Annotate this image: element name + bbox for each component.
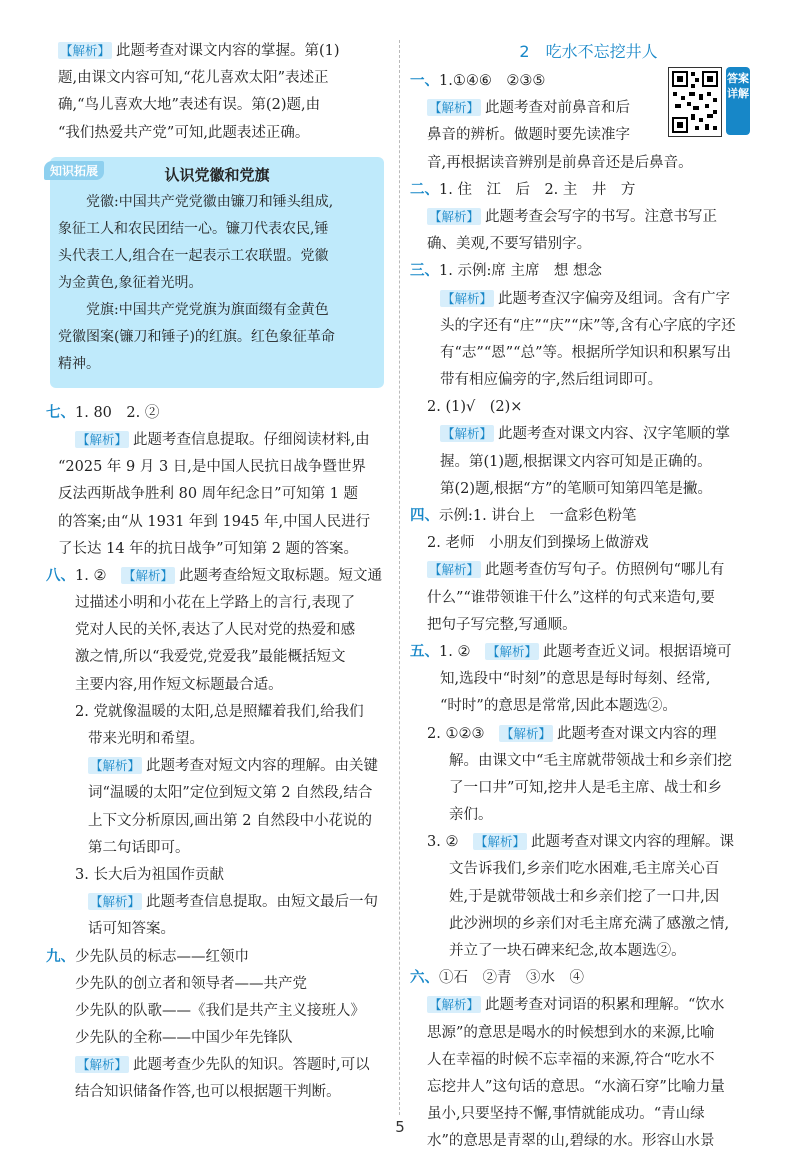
text-line: 头的字还有“庄”“庆”“床”等,含有心字底的字还 xyxy=(440,317,736,334)
text-line: 2. (1)√ (2)× xyxy=(427,399,523,416)
text-line: 【解析】 此题考查对词语的积累和理解。“饮水 xyxy=(429,997,725,1014)
knowledge-expansion-label: 知识拓展 xyxy=(44,161,104,180)
analysis-tag: 【解析】 xyxy=(122,567,173,583)
text-line: 2. 老师 小朋友们到操场上做游戏 xyxy=(427,535,649,552)
text-line: 【解析】 此题考查仿写句子。仿照例句“哪儿有 xyxy=(429,562,725,579)
text-line: 题,由课文内容可知,“花儿喜欢太阳”表述正 xyxy=(58,70,329,87)
box-line: 头代表工人,组合在一起表示工农联盟。党徽 xyxy=(58,247,329,264)
text-line: 人在幸福的时候不忘幸福的来源,符合“吃水不 xyxy=(427,1051,715,1068)
question-8: 八、1. ② 【解析】 此题考查给短文取标题。短文通 xyxy=(46,567,382,584)
text-line: 结合知识储备作答,也可以根据题干判断。 xyxy=(75,1084,341,1101)
box-line: 党徽图案(镰刀和锤子)的红旗。红色象征革命 xyxy=(58,328,335,345)
text-line: 激之情,所以“我爱党,党爱我”最能概括短文 xyxy=(75,649,346,666)
text-line: 反法西斯战争胜利 80 周年纪念日”可知第 1 题 xyxy=(58,486,359,503)
text-line: 思源”的意思是喝水的时候想到水的来源,比喻 xyxy=(427,1024,715,1041)
analysis-tag: 【解析】 xyxy=(90,894,141,910)
box-title: 认识党徽和党旗 xyxy=(164,165,270,184)
analysis-tag: 【解析】 xyxy=(500,725,551,741)
text-line: 少先队的队歌——《我们是共产主义接班人》 xyxy=(75,1002,365,1019)
question-6: 六、①石 ②青 ③水 ④ xyxy=(410,970,584,987)
text-line: 音,再根据读音辨别是前鼻音还是后鼻音。 xyxy=(427,154,693,171)
text-line: 第(2)题,根据“方”的笔顺可知第四笔是撇。 xyxy=(440,480,712,497)
text-line: 【解析】 此题考查对课文内容的掌握。第(1) xyxy=(60,43,340,59)
column-divider xyxy=(399,40,400,1115)
text-line: “我们热爱共产党”可知,此题表述正确。 xyxy=(58,124,310,141)
text-line: 3. ② 【解析】 此题考查对课文内容的理解。课 xyxy=(427,834,734,851)
text-line: 带来光明和希望。 xyxy=(88,731,204,747)
text-line: “时时”的意思是常常,因此本题选②。 xyxy=(440,698,677,715)
page-number: 5 xyxy=(395,1118,405,1136)
text-line: 3. 长大后为祖国作贡献 xyxy=(75,866,224,883)
analysis-tag: 【解析】 xyxy=(77,1057,128,1073)
text-line: 【解析】 此题考查对前鼻音和后 xyxy=(429,100,631,117)
left-column xyxy=(46,38,391,1107)
qr-code-icon[interactable] xyxy=(668,67,722,137)
text-line: 并立了一块石碑来纪念,故本题选②。 xyxy=(449,943,686,959)
text-line: 2. 党就像温暖的太阳,总是照耀着我们,给我们 xyxy=(75,703,364,720)
answer-detail-badge: 答案详解 xyxy=(726,67,750,135)
question-3: 三、1. 示例:席 主席 想 想念 xyxy=(410,263,603,280)
text-line: 词“温暖的太阳”定位到短文第 2 自然段,结合 xyxy=(88,785,373,802)
question-4: 四、示例:1. 讲台上 一盒彩色粉笔 xyxy=(410,508,637,524)
analysis-tag: 【解析】 xyxy=(77,431,128,447)
analysis-tag: 【解析】 xyxy=(442,290,493,306)
text-line: 亲们。 xyxy=(449,807,493,824)
text-line: “2025 年 9 月 3 日,是中国人民抗日战争暨世界 xyxy=(58,459,366,476)
text-line: 【解析】 此题考查汉字偏旁及组词。含有广字 xyxy=(442,290,731,307)
question-7: 七、1. 80 2. ② xyxy=(46,404,160,421)
right-column xyxy=(410,38,767,1156)
text-line: 【解析】 此题考查对短文内容的理解。由关键 xyxy=(90,758,379,775)
text-line: 知,选段中“时刻”的意思是每时每刻、经常, xyxy=(440,671,711,688)
question-2: 二、1. 住 江 后 2. 主 井 方 xyxy=(410,181,636,198)
text-line: 把句子写完整,写通顺。 xyxy=(427,616,577,633)
text-line: 此沙洲坝的乡亲们对毛主席充满了感激之情, xyxy=(449,915,730,932)
text-line: 了一口井”可知,挖井人是毛主席、战士和乡 xyxy=(449,779,723,796)
analysis-tag: 【解析】 xyxy=(60,43,111,58)
box-line: 精神。 xyxy=(58,355,100,372)
box-line: 为金黄色,象征着光明。 xyxy=(58,274,203,291)
box-line: 象征工人和农民团结一心。镰刀代表农民,锤 xyxy=(58,220,329,237)
text-line: 【解析】 此题考查少先队的知识。答题时,可以 xyxy=(77,1057,370,1074)
text-line: 话可知答案。 xyxy=(88,921,175,938)
analysis-tag: 【解析】 xyxy=(429,208,480,224)
text-line: 【解析】 此题考查对课文内容、汉字笔顺的掌 xyxy=(442,426,731,443)
text-line: 2. ①②③ 【解析】 此题考查对课文内容的理 xyxy=(427,725,717,742)
analysis-tag: 【解析】 xyxy=(429,997,480,1013)
analysis-tag: 【解析】 xyxy=(486,643,537,659)
knowledge-expansion-box xyxy=(50,157,384,388)
question-1: 一、1.①④⑥ ②③⑤ xyxy=(410,73,546,89)
text-line: 过描述小明和小花在上学路上的言行,表现了 xyxy=(75,595,356,612)
text-line: 【解析】 此题考查信息提取。仔细阅读材料,由 xyxy=(77,431,370,448)
question-5: 五、1. ② 【解析】 此题考查近义词。根据语境可 xyxy=(410,643,732,660)
text-line: 忘挖井人”这句话的意思。“水滴石穿”比喻力量 xyxy=(427,1078,725,1095)
text-line: 确、美观,不要写错别字。 xyxy=(427,236,592,253)
text-line: 上下文分析原因,画出第 2 自然段中小花说的 xyxy=(88,812,373,829)
box-line: 党旗:中国共产党党旗为旗面缀有金黄色 xyxy=(86,301,329,318)
text-line: 带有相应偏旁的字,然后组词即可。 xyxy=(440,372,663,389)
analysis-tag: 【解析】 xyxy=(442,426,493,442)
text-line: 的答案;由“从 1931 年到 1945 年,中国人民进行 xyxy=(58,513,371,530)
lesson-title: 2 吃水不忘挖井人 xyxy=(519,42,658,61)
text-line: 第二句话即可。 xyxy=(88,839,190,856)
text-line: 虽小,只要坚持不懈,事情就能成功。“青山绿 xyxy=(427,1106,705,1123)
analysis-tag: 【解析】 xyxy=(429,100,480,116)
text-line: 姓,于是就带领战士和乡亲们挖了一口井,因 xyxy=(449,888,720,905)
text-line: 少先队的创立者和领导者——共产党 xyxy=(75,975,307,992)
text-line: 【解析】 此题考查会写字的书写。注意书写正 xyxy=(429,208,718,225)
text-line: 解。由课文中“毛主席就带领战士和乡亲们挖 xyxy=(449,752,732,769)
text-line: 少先队的全称——中国少年先锋队 xyxy=(75,1030,293,1047)
question-9: 九、少先队员的标志——红领巾 xyxy=(46,948,249,965)
text-line: 握。第(1)题,根据课文内容可知是正确的。 xyxy=(440,453,712,470)
text-line: 了长达 14 年的抗日战争”可知第 2 题的答案。 xyxy=(58,540,359,557)
text-line: 鼻音的辨析。做题时要先读准字 xyxy=(427,127,630,144)
box-line: 党徽:中国共产党党徽由镰刀和锤头组成, xyxy=(86,193,334,210)
text-line: 文告诉我们,乡亲们吃水困难,毛主席关心百 xyxy=(449,861,720,878)
analysis-tag: 【解析】 xyxy=(474,834,525,850)
text-line: 水”的意思是青翠的山,碧绿的水。形容山水景 xyxy=(427,1133,715,1150)
text-line: 主要内容,用作短文标题最合适。 xyxy=(75,676,283,693)
text-line: 有“志”“恩”“总”等。根据所学知识和积累写出 xyxy=(440,344,731,361)
analysis-tag: 【解析】 xyxy=(429,562,480,578)
text-line: 什么”“谁带领谁干什么”这样的句式来造句,要 xyxy=(427,589,715,606)
analysis-tag: 【解析】 xyxy=(90,758,141,774)
text-line: 确,“鸟儿喜欢大地”表述有误。第(2)题,由 xyxy=(58,97,321,114)
text-line: 【解析】 此题考查信息提取。由短文最后一句 xyxy=(90,894,379,911)
text-line: 党对人民的关怀,表达了人民对党的热爱和感 xyxy=(75,622,356,639)
